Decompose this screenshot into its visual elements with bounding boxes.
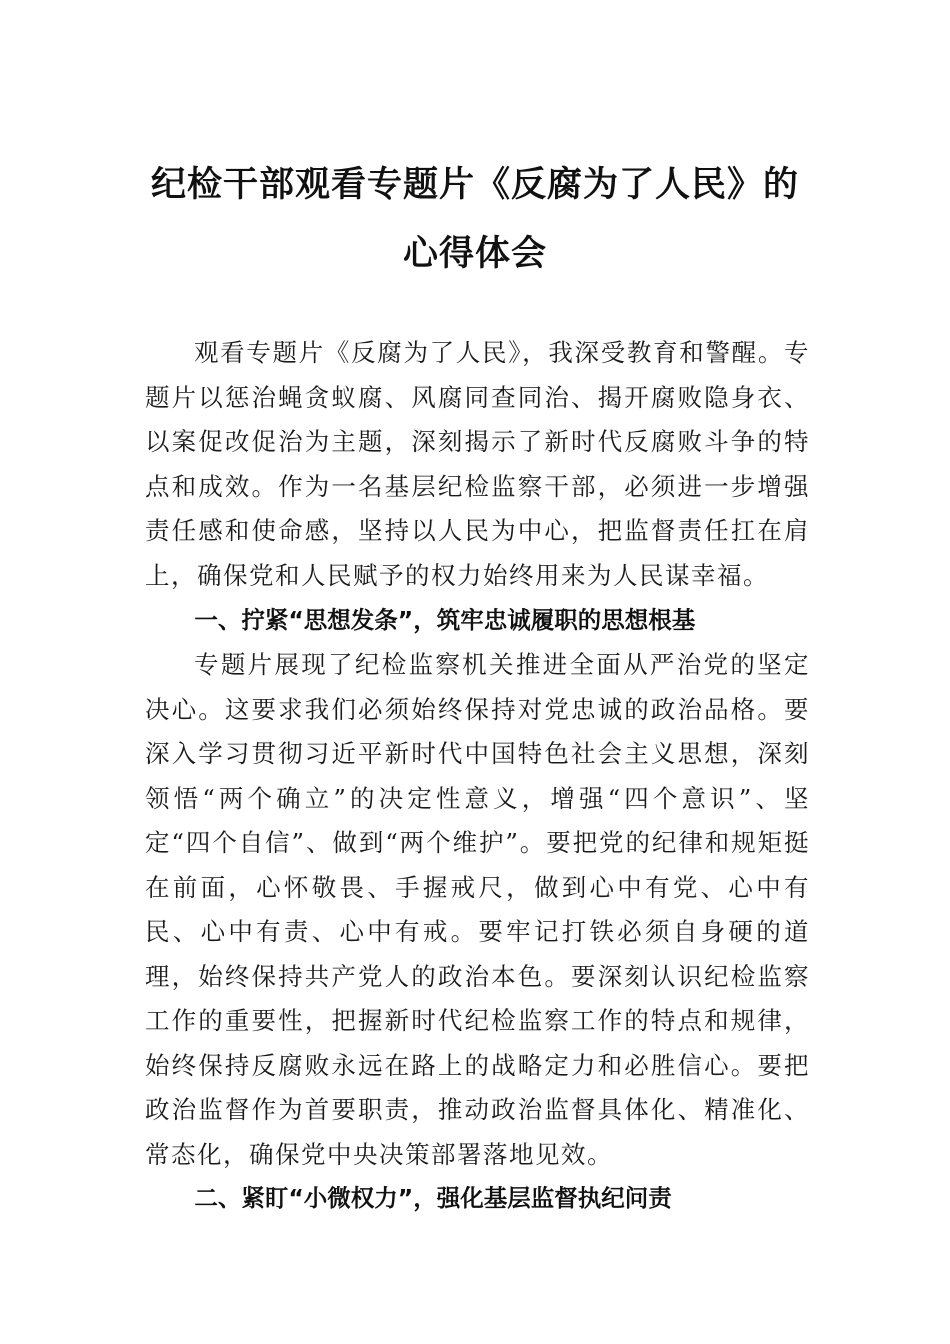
section-heading-1: 一、拧紧“思想发条”，筑牢忠诚履职的思想根基 <box>194 606 696 634</box>
document-title-line-2: 心得体会 <box>402 234 547 274</box>
section-1-paragraph-block <box>145 643 810 1177</box>
document-title-line-1: 纪检干部观看专题片《反腐为了人民》的 <box>150 165 799 205</box>
section-1-paragraph: 专题片展现了纪检监察机关推进全面从严治党的坚定决心。这要求我们必须始终保持对党忠诚的政治品格。要深入学习贯彻习近平新时代中国特色社会主义思想，深刻领悟“两个确立”的决定性意义，增强“四个意识”、坚定“四个自信”、做到“两个维护”。要把党的纪律和规矩挺在前面，心怀敬畏、手握戒尺，做到心中有党、心中有民、心中有责、心中有戒。要牢记打铁必须自身硬的道理，始终保持共产党人的政治本色。要深刻认识纪检监察工作的重要性，把握新时代纪检监察工作的特点和规律，始终保持反腐败永远在路上的战略定力和必胜信心。要把政治监督作为首要职责，推动政治监督具体化、精准化、常态化，确保党中央决策部署落地见效。 <box>145 650 810 1169</box>
intro-paragraph-block <box>145 331 810 598</box>
intro-paragraph: 观看专题片《反腐为了人民》，我深受教育和警醒。专题片以惩治蝇贪蚁腐、风腐同查同治、揭开腐败隐身衣、以案促改促治为主题，深刻揭示了新时代反腐败斗争的特点和成效。作为一名基层纪检监察干部，必须进一步增强责任感和使命感，坚持以人民为中心，把监督责任扛在肩上，确保党和人民赋予的权力始终用来为人民谋幸福。 <box>145 338 810 590</box>
section-heading-2: 二、紧盯“小微权力”，强化基层监督执纪问责 <box>194 1184 672 1212</box>
